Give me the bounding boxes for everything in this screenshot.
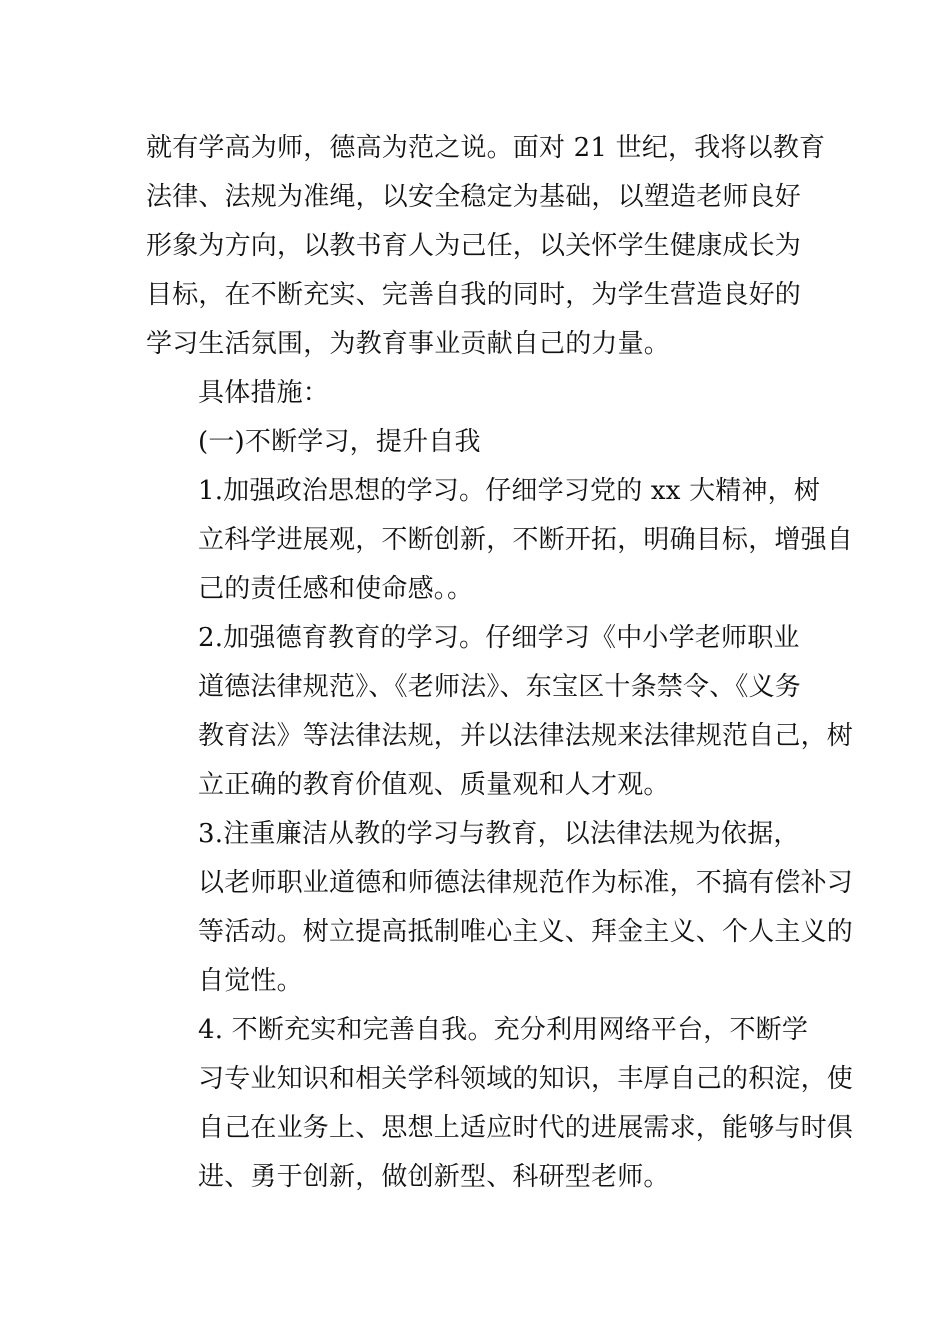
text-line: 以老师职业道德和师德法律规范作为标准，不搞有偿补习 [198,868,854,898]
paragraph [146,124,826,369]
text-line: 教育法》等法律法规，并以法律法规来法律规范自己，树 [198,721,854,751]
text-line: 就有学高为师，德高为范之说。面对 21 世纪，我将以教育 [146,133,826,163]
text-line: 自觉性。 [198,966,303,996]
text-line: 1.加强政治思想的学习。仔细学习党的 xx 大精神，树 [198,476,821,506]
text-line: 习专业知识和相关学科领域的知识，丰厚自己的积淀，使 [198,1064,854,1094]
text-line: 己的责任感和使命感。。 [198,574,474,604]
document-body [146,124,854,1202]
text-line: 具体措施： [198,378,330,408]
text-line: 2.加强德育教育的学习。仔细学习《中小学老师职业 [198,623,800,653]
text-line: 形象为方向，以教书育人为己任，以关怀学生健康成长为 [146,231,802,261]
paragraph [146,1006,854,1202]
paragraph [146,614,854,810]
paragraph [146,810,854,1006]
text-line: 4. 不断充实和完善自我。充分利用网络平台，不断学 [198,1015,809,1045]
text-line: 法律、法规为准绳，以安全稳定为基础，以塑造老师良好 [146,182,802,212]
text-line: 立科学进展观，不断创新，不断开拓，明确目标，增强自 [198,525,854,555]
paragraph [146,467,854,614]
text-line: 3.注重廉洁从教的学习与教育，以法律法规为依据， [198,819,800,849]
text-line: 立正确的教育价值观、质量观和人才观。 [198,770,670,800]
paragraph [146,418,808,467]
text-line: 自己在业务上、思想上适应时代的进展需求，能够与时俱 [198,1113,854,1143]
paragraph [146,369,808,418]
text-line: 道德法律规范》、《老师法》、东宝区十条禁令、《义务 [198,672,802,702]
text-line: 目标，在不断充实、完善自我的同时，为学生营造良好的 [146,280,802,310]
text-line: 进、勇于创新，做创新型、科研型老师。 [198,1162,670,1192]
text-line: 等活动。树立提高抵制唯心主义、拜金主义、个人主义的 [198,917,854,947]
text-line: 学习生活氛围，为教育事业贡献自己的力量。 [146,329,671,359]
text-line: (一)不断学习，提升自我 [198,427,481,457]
